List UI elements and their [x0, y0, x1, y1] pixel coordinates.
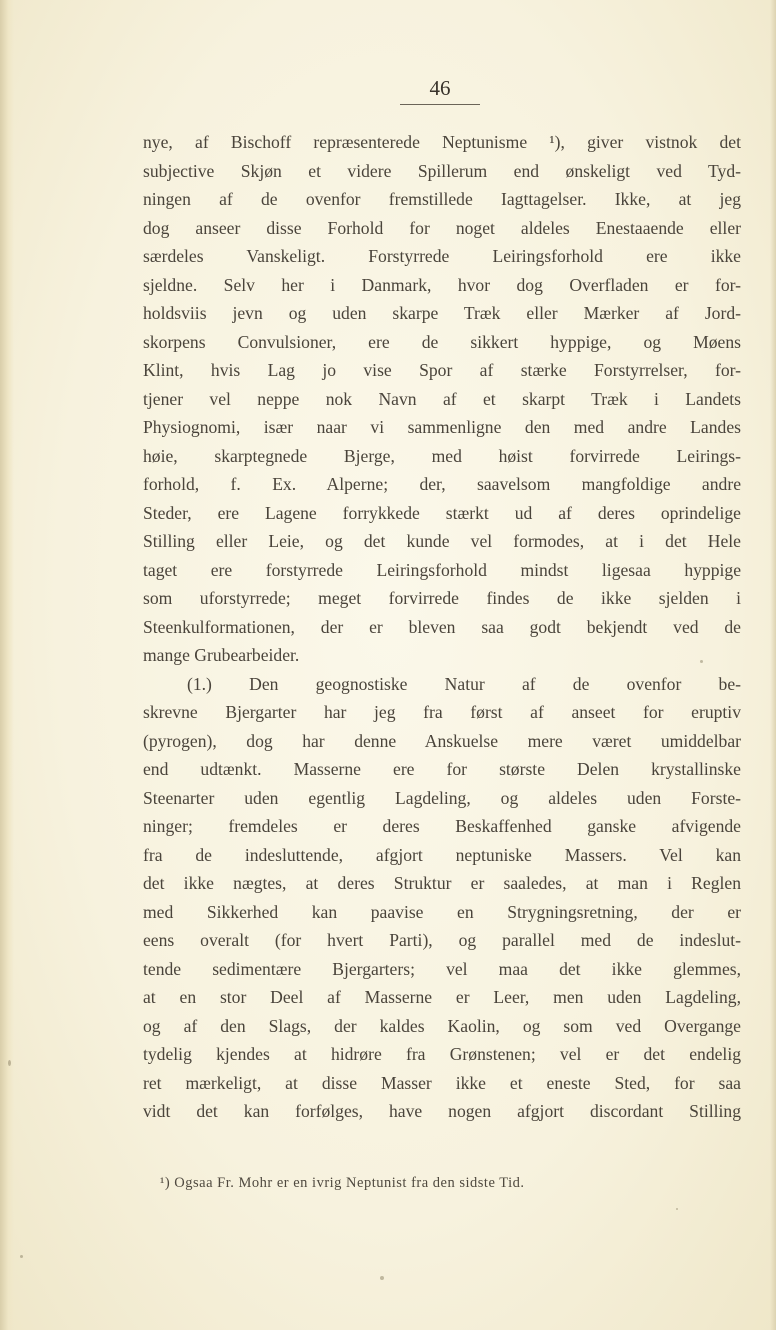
text-line: Steder, ere Lagene forrykkede stærkt ud af deres oprindelige — [143, 502, 741, 523]
page-left-edge-shadow — [0, 0, 14, 1330]
text-line: som uforstyrrede; meget forvirrede findes de ikke sjelden i — [143, 588, 741, 608]
text-line: tydelig kjendes at hidrøre fra Grønstenen; vel er det endelig — [143, 1044, 741, 1064]
text-line: skrevne Bjergarter har jeg fra først af anseet for eruptiv — [143, 702, 741, 722]
text-line: nye, af Bischoff repræsenterede Neptunisme ¹), giver vistnok det — [143, 132, 741, 152]
text-line: eens overalt (for hvert Parti), og parallel med de indeslut- — [143, 930, 741, 950]
page-right-edge-shadow — [770, 0, 776, 1330]
text-line: (pyrogen), dog har denne Anskuelse mere været umiddelbar — [143, 730, 741, 751]
text-line: tjener vel neppe nok Navn af et skarpt Træk i Landets — [143, 388, 741, 409]
text-line: og af den Slags, der kaldes Kaolin, og som ved Overgange — [143, 1015, 741, 1036]
text-line: fra de indesluttende, afgjort neptuniske Massers. Vel kan — [143, 844, 741, 865]
text-line: holdsviis jevn og uden skarpe Træk eller Mærker af Jord- — [143, 303, 741, 323]
text-line: særdeles Vanskeligt. Forstyrrede Leiringsforhold ere ikke — [143, 246, 741, 266]
text-line: tende sedimentære Bjergarters; vel maa det ikke glemmes, — [143, 958, 741, 979]
paper-speck — [380, 1276, 384, 1280]
text-line: forhold, f. Ex. Alperne; der, saavelsom mangfoldige andre — [143, 474, 741, 494]
text-line: vidt det kan forfølges, have nogen afgjort discordant Stilling — [143, 1101, 741, 1121]
text-line: subjective Skjøn et videre Spillerum end ønskeligt ved Tyd- — [143, 160, 741, 181]
body-text — [143, 128, 741, 1126]
text-line: Klint, hvis Lag jo vise Spor af stærke Forstyrrelser, for- — [143, 360, 741, 380]
text-line: Steenkulformationen, der er bleven saa godt bekjendt ved de — [143, 616, 741, 637]
text-line: ninger; fremdeles er deres Beskaffenhed ganske afvigende — [143, 816, 741, 836]
paper-speck — [8, 1060, 11, 1066]
text-line: det ikke nægtes, at deres Struktur er saaledes, at man i Reglen — [143, 873, 741, 893]
page-number: 46 — [400, 76, 480, 105]
footnote: ¹) Ogsaa Fr. Mohr er en ivrig Neptunist fra den sidste Tid. — [160, 1175, 525, 1191]
text-line: sjeldne. Selv her i Danmark, hvor dog Overfladen er for- — [143, 274, 741, 295]
text-line: dog anseer disse Forhold for noget aldeles Enestaaende eller — [143, 217, 741, 238]
text-line: Stilling eller Leie, og det kunde vel formodes, at i det Hele — [143, 531, 741, 551]
text-line: Physiognomi, især naar vi sammenligne den med andre Landes — [143, 417, 741, 437]
text-line: høie, skarptegnede Bjerge, med høist forvirrede Leirings- — [143, 445, 741, 466]
text-line: at en stor Deel af Masserne er Leer, men uden Lagdeling, — [143, 987, 741, 1007]
paper-speck — [20, 1255, 23, 1258]
text-line: taget ere forstyrrede Leiringsforhold mindst ligesaa hyppige — [143, 559, 741, 580]
text-line-paragraph-end: mange Grubearbeider. — [143, 645, 300, 665]
text-line: med Sikkerhed kan paavise en Strygningsretning, der er — [143, 901, 741, 922]
paper-speck — [700, 660, 703, 663]
text-line: end udtænkt. Masserne ere for største Delen krystallinske — [143, 759, 741, 779]
text-line-paragraph-start: (1.) Den geognostiske Natur af de ovenfor be- — [187, 673, 741, 694]
text-line: ningen af de ovenfor fremstillede Iagttagelser. Ikke, at jeg — [143, 189, 741, 209]
text-line: Steenarter uden egentlig Lagdeling, og aldeles uden Forste- — [143, 787, 741, 808]
text-line: skorpens Convulsioner, ere de sikkert hyppige, og Møens — [143, 331, 741, 352]
paper-speck — [676, 1208, 678, 1210]
text-line: ret mærkeligt, at disse Masser ikke et eneste Sted, for saa — [143, 1072, 741, 1093]
